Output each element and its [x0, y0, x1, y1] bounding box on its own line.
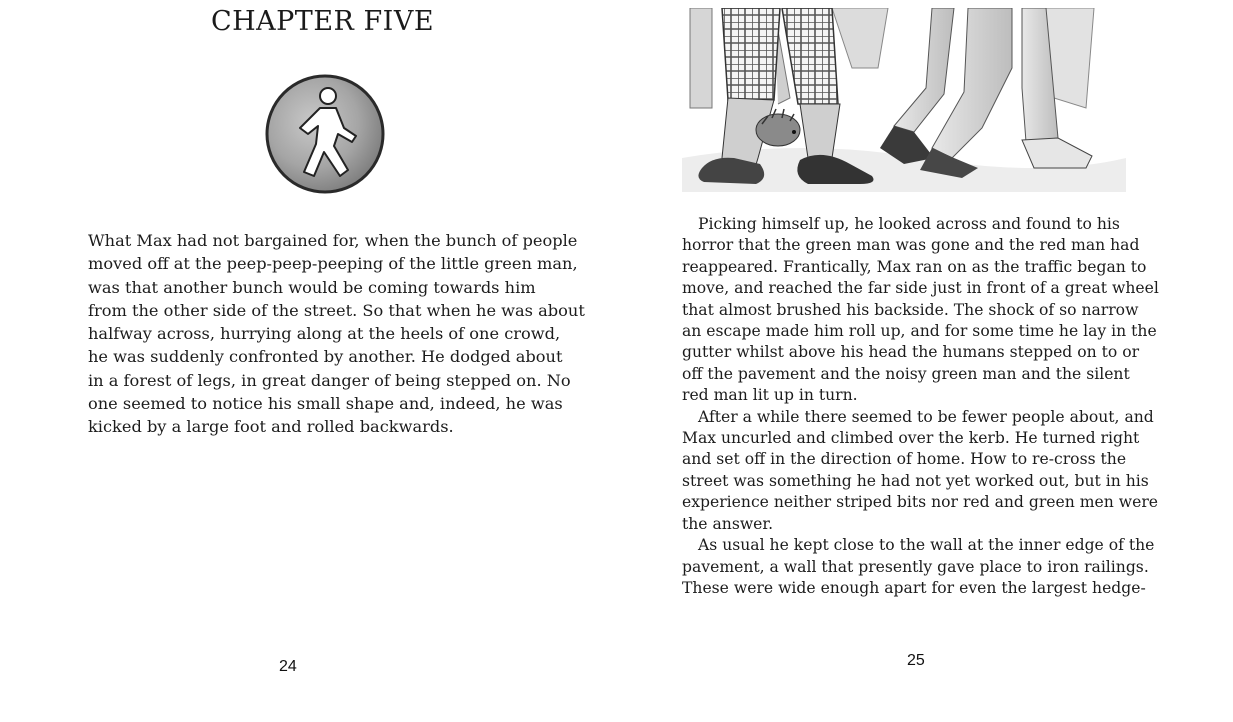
right-body-text [682, 214, 1159, 599]
text-line: red man lit up in turn. [682, 386, 858, 405]
chapter-title: CHAPTER FIVE [210, 6, 435, 37]
text-line: move, and reached the far side just in front of a great wheel [682, 279, 1159, 298]
text-line: Max uncurled and climbed over the kerb. He turned right [682, 429, 1140, 448]
text-line: halfway across, hurrying along at the heels of one crowd, [88, 324, 561, 344]
text-line: from the other side of the street. So that when he was about [88, 300, 585, 320]
text-line: kicked by a large foot and rolled backwards. [88, 417, 454, 437]
text-line: pavement, a wall that presently gave place to iron railings. [682, 557, 1149, 576]
text-line: he was suddenly confronted by another. He dodged about [88, 347, 563, 367]
text-line: After a while there seemed to be fewer people about, and [698, 407, 1154, 426]
text-line: off the pavement and the noisy green man and the silent [682, 364, 1130, 383]
text-line: and set off in the direction of home. How to re-cross the [682, 450, 1127, 469]
text-line: in a forest of legs, in great danger of being stepped on. No [88, 370, 571, 390]
text-line: gutter whilst above his head the humans stepped on to or [682, 343, 1140, 362]
text-line: What Max had not bargained for, when the bunch of people [88, 231, 578, 250]
text-line: the answer. [682, 514, 774, 533]
page-number: 24 [279, 658, 297, 675]
text-line: horror that the green man was gone and the red man had [682, 236, 1140, 255]
left-body-text [88, 229, 585, 439]
text-line: street was something he had not yet worked out, but in his [682, 471, 1149, 490]
text-line: an escape made him roll up, and for some time he lay in the [682, 322, 1157, 341]
text-line: one seemed to notice his small shape and, indeed, he was [88, 394, 563, 414]
legs-and-hedgehog-illustration [682, 8, 1126, 192]
text-line: that almost brushed his backside. The shock of so narrow [682, 300, 1139, 319]
right-page [616, 0, 1233, 722]
text-line: Picking himself up, he looked across and found to his [698, 215, 1120, 233]
text-line: experience neither striped bits nor red and green men were [682, 493, 1159, 512]
text-line: reappeared. Frantically, Max ran on as the traffic began to [682, 257, 1147, 276]
text-line: As usual he kept close to the wall at the inner edge of the [698, 536, 1155, 555]
walking-figure-icon [264, 72, 386, 196]
left-page [0, 0, 616, 722]
text-line: These were wide enough apart for even the largest hedge- [682, 578, 1146, 597]
page-number: 25 [907, 652, 925, 669]
text-line: was that another bunch would be coming towards him [88, 277, 536, 297]
text-line: moved off at the peep-peep-peeping of the little green man, [88, 254, 578, 274]
